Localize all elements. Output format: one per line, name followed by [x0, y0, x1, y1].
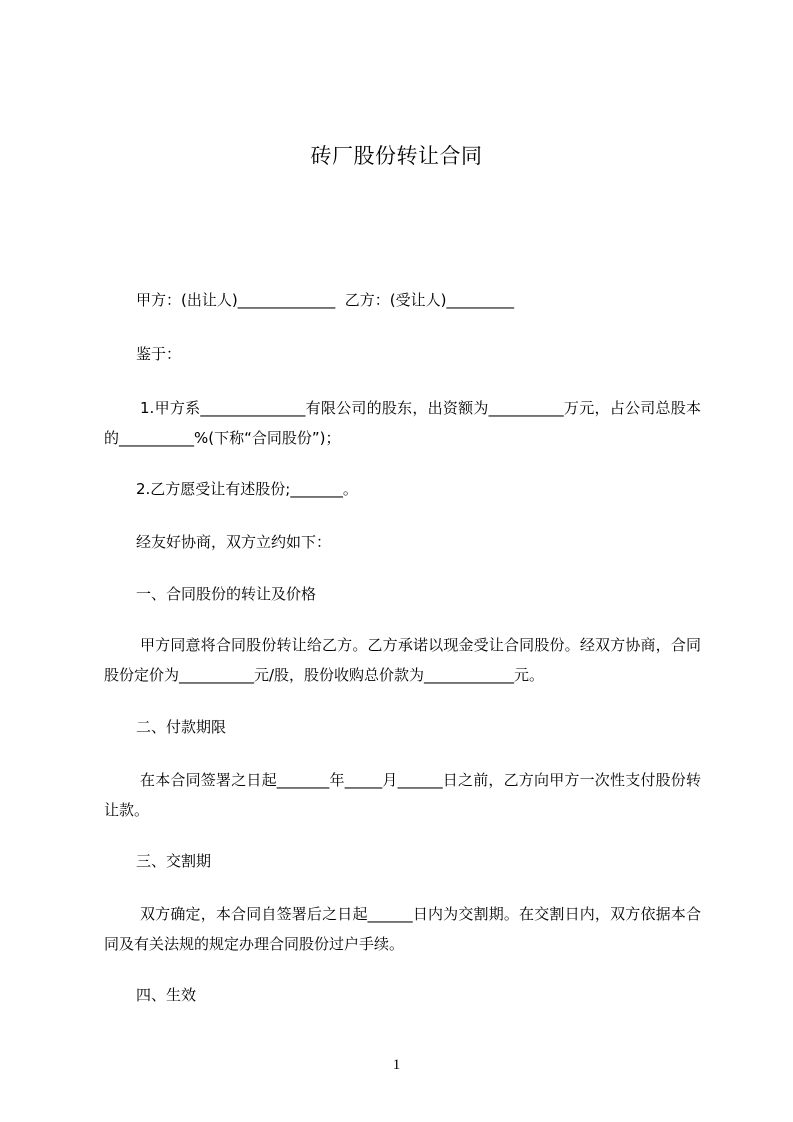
section-1-heading: 一、合同股份的转让及价格 [136, 585, 317, 603]
parties-line: 甲方：(出让人)_____________ 乙方：(受让人)_________ [136, 291, 514, 309]
section-2-heading: 二、付款期限 [136, 718, 227, 736]
document-title: 砖厂股份转让合同 [310, 144, 483, 168]
whereas-label: 鉴于： [136, 345, 182, 363]
recital-1: 1.甲方系______________有限公司的股东，出资额为__________万元，占公司总股本的__________%(下称“合同股份”)； [104, 399, 701, 447]
section-1-body: 甲方同意将合同股份转让给乙方。乙方承诺以现金受让合同股份。经双方协商，合同股份定价为__________元/股，股份收购总价款为____________元。 [104, 636, 701, 684]
section-3-body: 双方确定，本合同自签署后之日起______日内为交割期。在交割日内，双方依据本合同及有关法规的规定办理合同股份过户手续。 [104, 905, 701, 953]
section-3-heading: 三、交割期 [136, 852, 212, 870]
page-number: 1 [392, 1057, 401, 1073]
recital-2: 2.乙方愿受让有述股份;_______。 [136, 480, 358, 498]
section-4-heading: 四、生效 [136, 986, 197, 1004]
section-2-body: 在本合同签署之日起_______年_____月______日之前，乙方向甲方一次性支付股份转让款。 [104, 771, 701, 819]
agreement-intro: 经友好协商，双方立约如下： [136, 533, 332, 551]
